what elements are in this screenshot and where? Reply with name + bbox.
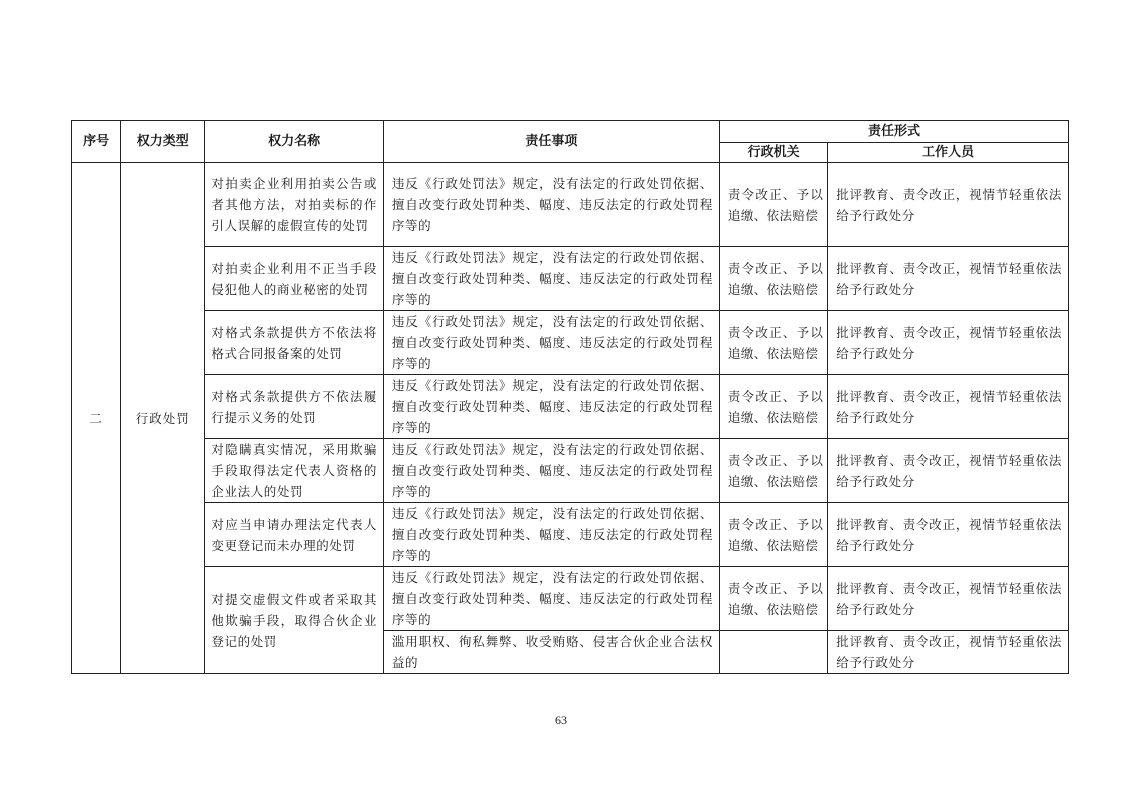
duty-item-cell: 滥用职权、徇私舞弊、收受贿赂、侵害合伙企业合法权益的 [383, 631, 719, 674]
header-power-name: 权力名称 [205, 121, 384, 163]
organ-responsibility-cell: 责令改正、予以追缴、依法赔偿 [719, 163, 827, 247]
staff-responsibility-cell: 批评教育、责令改正，视情节轻重依法给予行政处分 [828, 567, 1069, 631]
table-row [72, 311, 1069, 375]
duty-item-cell: 违反《行政处罚法》规定，没有法定的行政处罚依据、擅自改变行政处罚种类、幅度、违反法定的行政处罚程序等的 [383, 311, 719, 375]
responsibility-table [71, 120, 1069, 674]
page-number: 63 [555, 713, 567, 727]
power-name-cell: 对隐瞒真实情况，采用欺骗手段取得法定代表人资格的企业法人的处罚 [205, 439, 384, 503]
power-name-cell: 对拍卖企业利用不正当手段侵犯他人的商业秘密的处罚 [205, 247, 384, 311]
organ-responsibility-cell: 责令改正、予以追缴、依法赔偿 [719, 439, 827, 503]
organ-responsibility-cell: 责令改正、予以追缴、依法赔偿 [719, 375, 827, 439]
organ-responsibility-cell [719, 631, 827, 674]
staff-responsibility-cell: 批评教育、责令改正，视情节轻重依法给予行政处分 [828, 163, 1069, 247]
header-power-type: 权力类型 [121, 121, 205, 163]
power-name-cell: 对应当申请办理法定代表人变更登记而未办理的处罚 [205, 503, 384, 567]
duty-item-cell: 违反《行政处罚法》规定，没有法定的行政处罚依据、擅自改变行政处罚种类、幅度、违反法定的行政处罚程序等的 [383, 567, 719, 631]
group-seq-cell: 二 [72, 163, 121, 674]
staff-responsibility-cell: 批评教育、责令改正，视情节轻重依法给予行政处分 [828, 311, 1069, 375]
power-name-cell: 对格式条款提供方不依法履行提示义务的处罚 [205, 375, 384, 439]
table-row [72, 503, 1069, 567]
staff-responsibility-cell: 批评教育、责令改正，视情节轻重依法给予行政处分 [828, 375, 1069, 439]
duty-item-cell: 违反《行政处罚法》规定，没有法定的行政处罚依据、擅自改变行政处罚种类、幅度、违反法定的行政处罚程序等的 [383, 439, 719, 503]
header-duty-item: 责任事项 [383, 121, 719, 163]
power-name-cell: 对拍卖企业利用拍卖公告或者其他方法，对拍卖标的作引人误解的虚假宣传的处罚 [205, 163, 384, 247]
staff-responsibility-cell: 批评教育、责令改正，视情节轻重依法给予行政处分 [828, 439, 1069, 503]
duty-item-cell: 违反《行政处罚法》规定，没有法定的行政处罚依据、擅自改变行政处罚种类、幅度、违反法定的行政处罚程序等的 [383, 375, 719, 439]
header-administrative-organ: 行政机关 [719, 143, 827, 163]
staff-responsibility-cell: 批评教育、责令改正，视情节轻重依法给予行政处分 [828, 631, 1069, 674]
organ-responsibility-cell: 责令改正、予以追缴、依法赔偿 [719, 311, 827, 375]
responsibility-table-container [71, 120, 1069, 674]
duty-item-cell: 违反《行政处罚法》规定，没有法定的行政处罚依据、擅自改变行政处罚种类、幅度、违反法定的行政处罚程序等的 [383, 503, 719, 567]
table-row [72, 247, 1069, 311]
header-seq: 序号 [72, 121, 121, 163]
table-row [72, 439, 1069, 503]
staff-responsibility-cell: 批评教育、责令改正，视情节轻重依法给予行政处分 [828, 503, 1069, 567]
header-responsibility-form: 责任形式 [719, 121, 1068, 143]
group-power-type-cell: 行政处罚 [121, 163, 205, 674]
duty-item-cell: 违反《行政处罚法》规定，没有法定的行政处罚依据、擅自改变行政处罚种类、幅度、违反法定的行政处罚程序等的 [383, 247, 719, 311]
organ-responsibility-cell: 责令改正、予以追缴、依法赔偿 [719, 247, 827, 311]
table-row [72, 375, 1069, 439]
table-row [72, 567, 1069, 631]
organ-responsibility-cell: 责令改正、予以追缴、依法赔偿 [719, 503, 827, 567]
duty-item-cell: 违反《行政处罚法》规定，没有法定的行政处罚依据、擅自改变行政处罚种类、幅度、违反法定的行政处罚程序等的 [383, 163, 719, 247]
header-staff: 工作人员 [828, 143, 1069, 163]
table-header-row [72, 121, 1069, 143]
organ-responsibility-cell: 责令改正、予以追缴、依法赔偿 [719, 567, 827, 631]
power-name-cell: 对格式条款提供方不依法将格式合同报备案的处罚 [205, 311, 384, 375]
table-row [72, 163, 1069, 247]
staff-responsibility-cell: 批评教育、责令改正，视情节轻重依法给予行政处分 [828, 247, 1069, 311]
power-name-cell: 对提交虚假文件或者采取其他欺骗手段，取得合伙企业登记的处罚 [205, 567, 384, 674]
